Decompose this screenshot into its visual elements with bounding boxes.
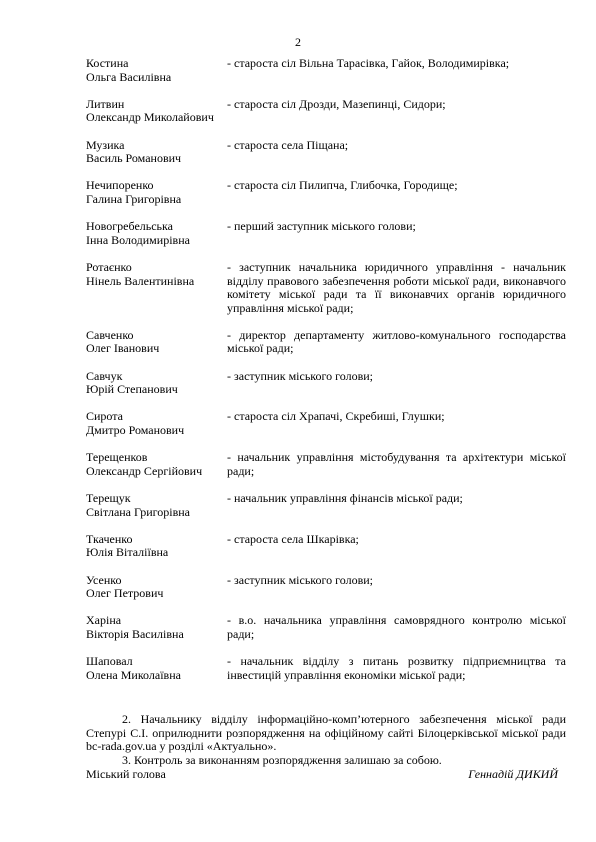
surname: Литвин bbox=[86, 96, 125, 111]
list-item bbox=[86, 655, 566, 682]
surname: Терещенков bbox=[86, 450, 148, 465]
list-item bbox=[86, 451, 566, 478]
list-item bbox=[86, 261, 566, 315]
list-item bbox=[86, 533, 566, 560]
given-names: Юрій Степанович bbox=[86, 382, 178, 397]
person-name bbox=[86, 492, 227, 519]
person-name bbox=[86, 98, 227, 125]
surname: Терещук bbox=[86, 491, 131, 505]
surname: Новогребельська bbox=[86, 219, 174, 234]
given-names: Юлія Віталіївна bbox=[86, 545, 169, 560]
person-name bbox=[86, 329, 227, 356]
given-names: Олена Миколаївна bbox=[86, 667, 181, 682]
person-name bbox=[86, 533, 227, 560]
person-name bbox=[86, 139, 227, 166]
given-names: Олександр Миколайович bbox=[86, 110, 214, 125]
role-description: - заступник міського голови; bbox=[227, 368, 374, 383]
given-names: Олег Іванович bbox=[86, 341, 160, 356]
given-names: Світлана Григорівна bbox=[86, 504, 190, 519]
paragraph-3: 3. Контроль за виконанням розпорядження залишаю за собою. bbox=[122, 752, 442, 767]
given-names: Інна Володимирівна bbox=[86, 232, 190, 247]
signer-title: Міський голова bbox=[86, 767, 166, 781]
given-names: Галина Григорівна bbox=[86, 191, 182, 206]
role-description: - в.о. начальника управління самоврядного контролю міської ради; bbox=[227, 613, 566, 641]
list-item bbox=[86, 410, 566, 437]
surname: Усенко bbox=[86, 572, 122, 587]
given-names: Олександр Сергійович bbox=[86, 463, 203, 478]
given-names: Ольга Василівна bbox=[86, 69, 172, 84]
surname: Савчук bbox=[86, 368, 123, 383]
surname: Сирота bbox=[86, 409, 123, 424]
role-description: - староста села Шкарівка; bbox=[227, 531, 359, 546]
list-item bbox=[86, 139, 566, 166]
staff-list bbox=[86, 57, 566, 696]
list-item bbox=[86, 614, 566, 641]
role-description: - староста сіл Храпачі, Скребиші, Глушки; bbox=[227, 409, 445, 424]
given-names: Нінель Валентинівна bbox=[86, 273, 195, 288]
surname: Ротаєнко bbox=[86, 259, 132, 274]
surname: Харіна bbox=[86, 613, 122, 628]
role-description: - начальник управління містобудування та архітектури міської ради; bbox=[227, 450, 566, 478]
surname: Костина bbox=[86, 56, 129, 70]
surname: Савченко bbox=[86, 327, 134, 342]
person-name bbox=[86, 220, 227, 247]
list-item bbox=[86, 329, 566, 356]
given-names: Вікторія Василівна bbox=[86, 626, 184, 641]
person-name bbox=[86, 410, 227, 437]
list-item bbox=[86, 492, 566, 519]
given-names: Олег Петрович bbox=[86, 586, 164, 601]
signer-name: Геннадій ДИКИЙ bbox=[468, 767, 558, 781]
person-name bbox=[86, 370, 227, 397]
given-names: Дмитро Романович bbox=[86, 423, 185, 438]
person-name bbox=[86, 614, 227, 641]
role-description: - начальник відділу з питань розвитку підприємництва та інвестицій управління економіки міської ради; bbox=[227, 654, 566, 682]
surname: Музика bbox=[86, 137, 125, 152]
signature-block bbox=[86, 768, 558, 782]
person-name bbox=[86, 451, 227, 478]
role-description: - староста сіл Пилипча, Глибочка, Городище; bbox=[227, 178, 458, 193]
person-name bbox=[86, 655, 227, 682]
list-item bbox=[86, 220, 566, 247]
person-name bbox=[86, 57, 227, 84]
list-item bbox=[86, 57, 566, 84]
page-number: 2 bbox=[295, 35, 301, 49]
closing-paragraphs bbox=[86, 713, 566, 767]
role-description: - староста села Піщана; bbox=[227, 137, 349, 152]
list-item bbox=[86, 179, 566, 206]
role-description: - староста сіл Дрозди, Мазепинці, Сидори; bbox=[227, 96, 446, 111]
list-item bbox=[86, 574, 566, 601]
role-description: - заступник начальника юридичного управління - начальник відділу правового забезпечення роботи міської ради, виконавчого комітету міської ради та її виконавчих органів юридичного управління міської ради; bbox=[227, 259, 566, 315]
paragraph-2: 2. Начальнику відділу інформаційно-комп’ютерного забезпечення міської ради Степурі С.І. оприлюднити розпорядження на офіційному сайті Білоцерківської міської ради bc-rada.gov.ua у розділі «Актуально». bbox=[86, 712, 566, 754]
surname: Ткаченко bbox=[86, 531, 133, 546]
surname: Нечипоренко bbox=[86, 178, 154, 193]
list-item bbox=[86, 370, 566, 397]
role-description: - начальник управління фінансів міської ради; bbox=[227, 491, 463, 505]
person-name bbox=[86, 179, 227, 206]
person-name bbox=[86, 261, 227, 315]
list-item bbox=[86, 98, 566, 125]
role-description: - директор департаменту житлово-комунального господарства міської ради; bbox=[227, 327, 566, 356]
person-name bbox=[86, 574, 227, 601]
role-description: - староста сіл Вільна Тарасівка, Гайок, Володимирівка; bbox=[227, 56, 510, 70]
role-description: - заступник міського голови; bbox=[227, 572, 374, 587]
role-description: - перший заступник міського голови; bbox=[227, 219, 416, 234]
given-names: Василь Романович bbox=[86, 151, 182, 166]
surname: Шаповал bbox=[86, 654, 133, 669]
